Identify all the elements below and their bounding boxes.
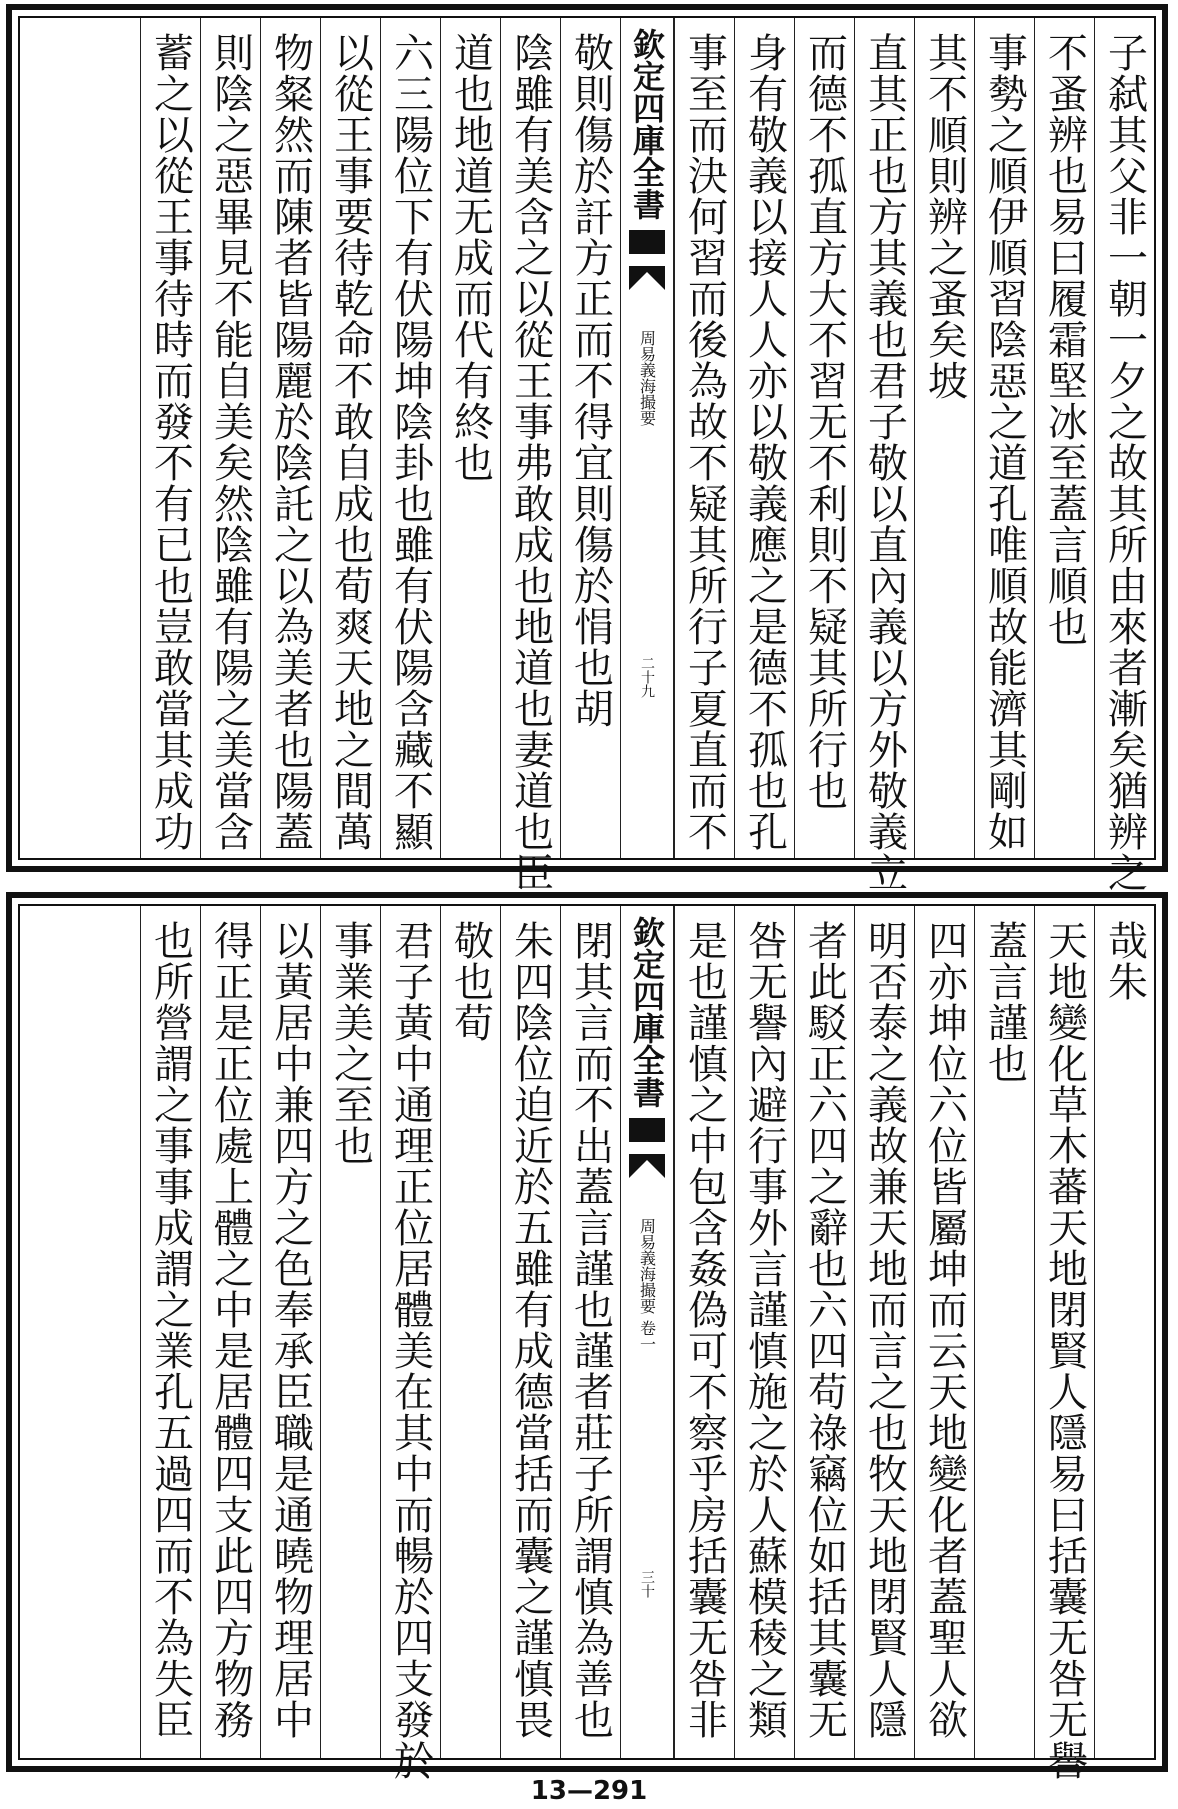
folio-number: 三十 xyxy=(639,1570,655,1598)
text-column: 六三陽位下有伏陽坤陰卦也雖有伏陽含藏不顯 xyxy=(380,18,440,858)
text-column: 子弑其父非一朝一夕之故其所由來者漸矣猶辨之 xyxy=(1094,18,1154,858)
text-column: 哉朱 xyxy=(1094,906,1154,1758)
text-column: 則陰之惡畢見不能自美矣然陰雖有陽之美當含 xyxy=(200,18,260,858)
text-column: 直其正也方其義也君子敬以直內義以方外敬義立 xyxy=(854,18,914,858)
book-title: 周易義海撮要 xyxy=(637,330,657,426)
text-column: 天地變化草木蕃天地閉賢人隱易曰括囊无咎无譽 xyxy=(1034,906,1094,1758)
page-number: 13—291 xyxy=(530,1776,648,1806)
text-column: 物粲然而陳者皆陽麗於陰託之以為美者也陽蓋 xyxy=(260,18,320,858)
text-column: 四亦坤位六位皆屬坤而云天地變化者蓋聖人欲 xyxy=(914,906,974,1758)
center-band xyxy=(620,906,674,1758)
text-column: 其不順則辨之蚤矣坡 xyxy=(914,18,974,858)
folio-number: 二十九 xyxy=(639,656,655,698)
text-column: 敬也荀 xyxy=(440,906,500,1758)
text-column: 也所營謂之事事成謂之業孔五過四而不為失臣 xyxy=(140,906,200,1758)
text-column: 明否泰之義故兼天地而言之也牧天地閉賢人隱 xyxy=(854,906,914,1758)
text-column: 身有敬義以接人人亦以敬義應之是德不孤也孔 xyxy=(734,18,794,858)
collection-title: 欽定四庫全書 xyxy=(628,28,666,220)
text-column: 朱四陰位迫近於五雖有成德當括而囊之謹慎畏 xyxy=(500,906,560,1758)
text-column: 陰雖有美含之以從王事弗敢成也地道也妻道也臣 xyxy=(500,18,560,858)
fishtail-mark-icon xyxy=(629,1118,665,1178)
text-column: 閉其言而不出蓋言謹也謹者莊子所謂慎為善也 xyxy=(560,906,620,1758)
fishtail-mark-icon xyxy=(629,230,665,290)
text-column: 道也地道无成而代有終也 xyxy=(440,18,500,858)
lower-page xyxy=(6,892,1168,1781)
text-column: 蓄之以從王事待時而發不有已也豈敢當其成功 xyxy=(140,18,200,858)
text-column: 而德不孤直方大不習无不利則不疑其所行也 xyxy=(794,18,854,858)
text-column: 以黃居中兼四方之色奉承臣職是通曉物理居中 xyxy=(260,906,320,1758)
center-band xyxy=(620,18,674,858)
text-column: 事勢之順伊順習陰惡之道孔唯順故能濟其剛如 xyxy=(974,18,1034,858)
text-column: 者此駁正六四之辭也六四苟祿竊位如括其囊无 xyxy=(794,906,854,1758)
text-column: 不蚤辨也易曰履霜堅冰至蓋言順也 xyxy=(1034,18,1094,858)
text-column: 事至而決何習而後為故不疑其所行子夏直而不 xyxy=(674,18,734,858)
text-column: 以從王事要待乾命不敢自成也荀爽天地之間萬 xyxy=(320,18,380,858)
collection-title: 欽定四庫全書 xyxy=(628,916,666,1108)
text-column: 敬則傷於訐方正而不得宜則傷於悁也胡 xyxy=(560,18,620,858)
book-title: 周易義海撮要 xyxy=(637,1218,657,1314)
text-column: 咎无譽內避行事外言謹慎施之於人蘇模稜之類 xyxy=(734,906,794,1758)
upper-page-frame xyxy=(18,16,1156,893)
volume-label: 卷一 xyxy=(637,1320,657,1352)
text-column: 蓋言謹也 xyxy=(974,906,1034,1758)
text-column: 得正是正位處上體之中是居體四支此四方物務 xyxy=(200,906,260,1758)
lower-page-frame xyxy=(18,904,1156,1781)
text-column: 是也謹慎之中包含姦偽可不察乎房括囊无咎非 xyxy=(674,906,734,1758)
text-column: 君子黃中通理正位居體美在其中而暢於四支發於 xyxy=(380,906,440,1758)
upper-page xyxy=(6,4,1168,893)
text-column: 事業美之至也 xyxy=(320,906,380,1758)
